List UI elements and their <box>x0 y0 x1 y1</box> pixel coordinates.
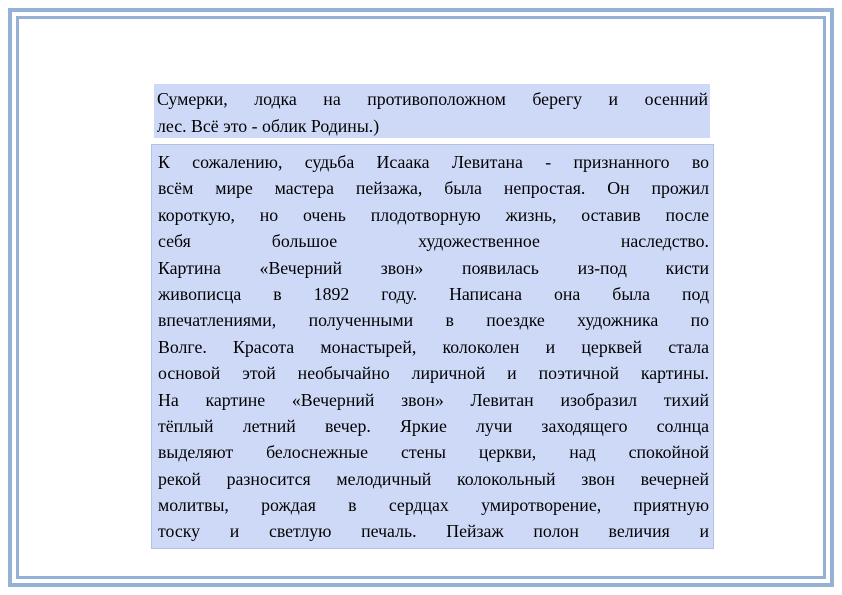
body-line: Волге. Красота монастырей, колоколен и церквей стала <box>158 336 709 357</box>
body-line: тоску и светлую печаль. Пейзаж полон величия и <box>158 521 709 542</box>
caption-text-box <box>154 84 710 138</box>
body-line: рекой разносится мелодичный колокольный звон вечерней <box>158 468 709 489</box>
body-line: живописца в 1892 году. Написана она была под <box>158 283 709 304</box>
body-line: всём мире мастера пейзажа, была непростая. Он прожил <box>158 178 709 199</box>
body-line: молитвы, рождая в сердцах умиротворение, приятную <box>158 495 709 516</box>
body-line: впечатлениями, полученными в поездке художника по <box>158 310 709 331</box>
body-line: основой этой необычайно лиричной и поэтичной картины. <box>158 363 709 384</box>
body-line: тёплый летний вечер. Яркие лучи заходящего солнца <box>158 415 709 436</box>
body-line: Картина «Вечерний звон» появилась из-под кисти <box>158 257 709 278</box>
caption-line: лес. Всё это - облик Родины.) <box>157 115 380 136</box>
body-text-box <box>151 144 714 549</box>
body-line: выделяют белоснежные стены церкви, над спокойной <box>158 442 709 463</box>
body-line: короткую, но очень плодотворную жизнь, оставив после <box>158 204 709 225</box>
body-line: К сожалению, судьба Исаака Левитана - признанного во <box>158 152 709 172</box>
body-line: На картине «Вечерний звон» Левитан изобразил тихий <box>158 389 709 410</box>
body-line: себя большое художественное наследство. <box>158 231 709 252</box>
caption-line: Сумерки, лодка на противоположном берегу и осенний <box>157 89 708 109</box>
